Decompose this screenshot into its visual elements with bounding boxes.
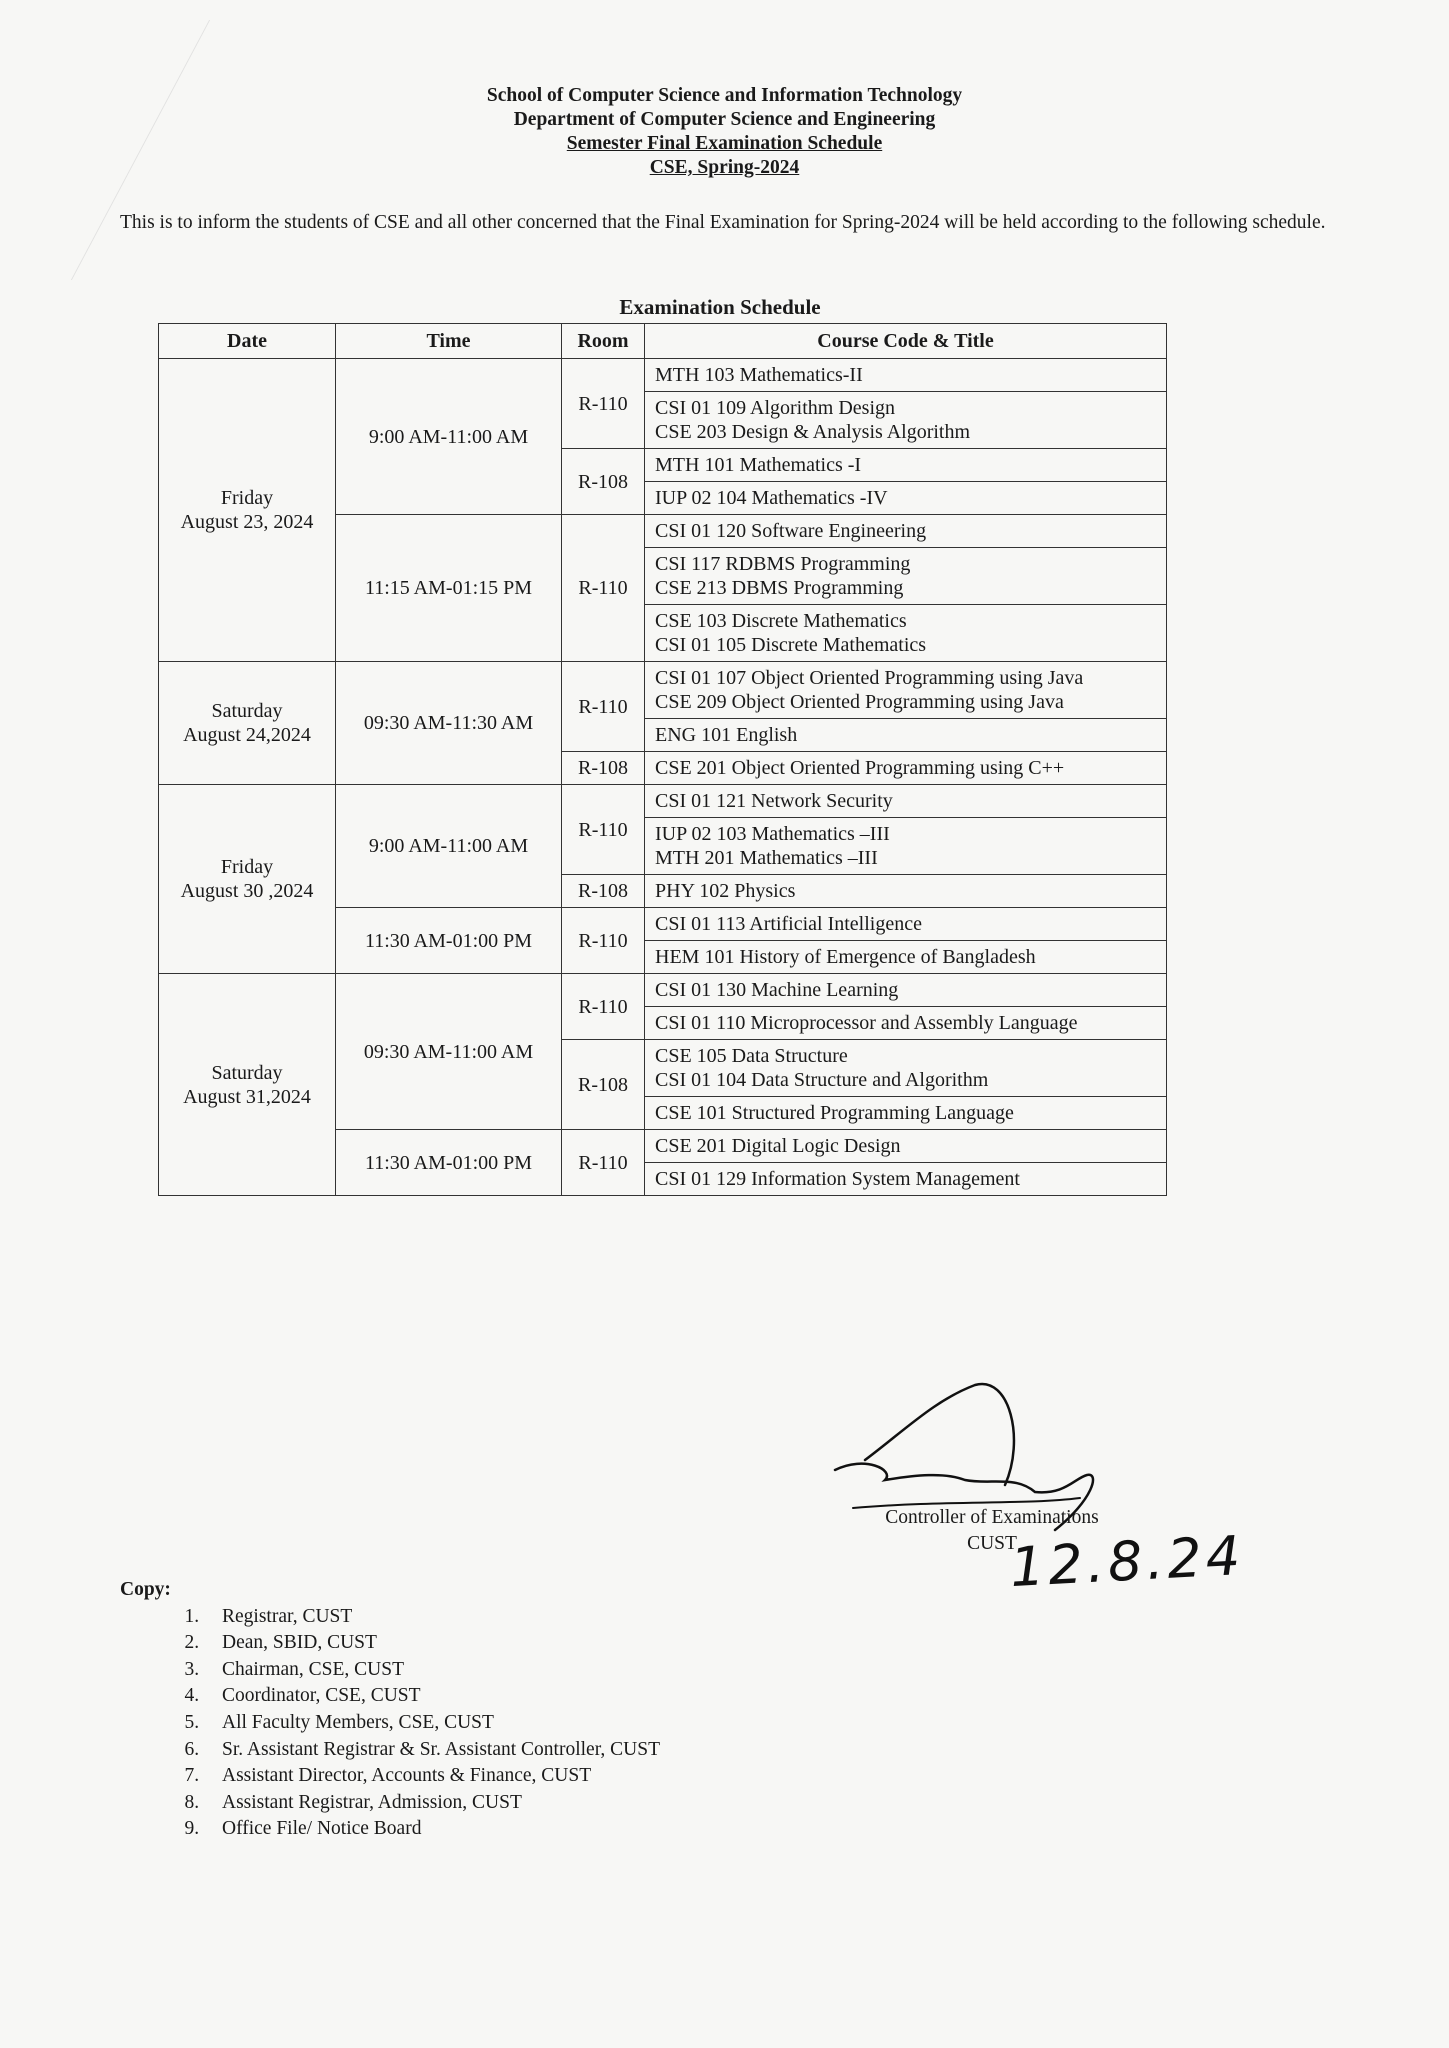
course-cell bbox=[645, 449, 1167, 482]
copy-recipient: 7. Assistant Director, Accounts & Finance, CUST bbox=[204, 1763, 660, 1790]
course-code-title: CSE 105 Data Structure bbox=[655, 1045, 848, 1067]
copy-recipients bbox=[120, 1604, 660, 1843]
exam-room-cell: R-110 bbox=[562, 515, 645, 662]
handwritten-date: 12.8.24 bbox=[1008, 1523, 1246, 1600]
exam-date-cell bbox=[159, 785, 336, 974]
intro-paragraph: This is to inform the students of CSE and all other concerned that the Final Examination for Spring-2024 will be held according to the following schedule. bbox=[120, 212, 1326, 233]
exam-weekday: Friday bbox=[220, 856, 274, 878]
course-cell bbox=[645, 1163, 1167, 1196]
exam-room-cell: R-108 bbox=[562, 875, 645, 908]
copy-label: Copy: bbox=[120, 1579, 171, 1600]
exam-date-cell bbox=[159, 662, 336, 785]
course-code-title: HEM 101 History of Emergence of Bangladesh bbox=[655, 946, 1036, 968]
copy-recipient: 9. Office File/ Notice Board bbox=[204, 1816, 660, 1843]
exam-room-cell: R-110 bbox=[562, 662, 645, 752]
table-header-row bbox=[159, 324, 1167, 359]
schedule-body bbox=[159, 359, 1167, 1196]
department-name: Department of Computer Science and Engineering bbox=[513, 109, 936, 130]
exam-time-cell: 9:00 AM-11:00 AM bbox=[336, 785, 562, 908]
copy-recipient: 3. Chairman, CSE, CUST bbox=[204, 1657, 660, 1684]
copy-recipient: 6. Sr. Assistant Registrar & Sr. Assistant Controller, CUST bbox=[204, 1737, 660, 1764]
course-cell bbox=[645, 392, 1167, 449]
course-code-title: CSE 201 Object Oriented Programming using C++ bbox=[655, 757, 1065, 779]
signatory-org: CUST bbox=[967, 1533, 1017, 1554]
exam-date: August 24,2024 bbox=[183, 724, 311, 746]
table-row bbox=[159, 359, 1167, 392]
course-cell bbox=[645, 785, 1167, 818]
exam-time-cell: 11:30 AM-01:00 PM bbox=[336, 1130, 562, 1196]
exam-time-cell: 09:30 AM-11:30 AM bbox=[336, 662, 562, 785]
exam-room-cell: R-108 bbox=[562, 752, 645, 785]
course-cell bbox=[645, 908, 1167, 941]
copy-recipient: 4. Coordinator, CSE, CUST bbox=[204, 1683, 660, 1710]
copy-list bbox=[120, 1577, 660, 1843]
course-cell bbox=[645, 1007, 1167, 1040]
course-cell bbox=[645, 818, 1167, 875]
course-cell bbox=[645, 548, 1167, 605]
exam-date-cell bbox=[159, 974, 336, 1196]
course-cell bbox=[645, 1040, 1167, 1097]
exam-time-cell: 11:15 AM-01:15 PM bbox=[336, 515, 562, 662]
header-course: Course Code & Title bbox=[645, 324, 1167, 359]
course-code-title: CSE 201 Digital Logic Design bbox=[655, 1135, 901, 1157]
course-code-title: CSI 01 130 Machine Learning bbox=[655, 979, 899, 1001]
course-cell bbox=[645, 482, 1167, 515]
course-code-title: CSE 209 Object Oriented Programming using Java bbox=[655, 691, 1064, 713]
course-cell bbox=[645, 974, 1167, 1007]
course-code-title: CSE 103 Discrete Mathematics bbox=[655, 610, 907, 632]
course-code-title: CSE 213 DBMS Programming bbox=[655, 577, 904, 599]
exam-room-cell: R-108 bbox=[562, 449, 645, 515]
signatory-role: Controller of Examinations bbox=[885, 1507, 1099, 1528]
course-code-title: CSI 01 104 Data Structure and Algorithm bbox=[655, 1069, 989, 1091]
exam-room-cell: R-110 bbox=[562, 1130, 645, 1196]
exam-date: August 31,2024 bbox=[183, 1085, 311, 1108]
course-code-title: ENG 101 English bbox=[655, 724, 798, 746]
course-cell bbox=[645, 941, 1167, 974]
school-name: School of Computer Science and Information Technology bbox=[486, 85, 963, 106]
course-code-title: CSI 01 105 Discrete Mathematics bbox=[655, 634, 927, 656]
course-cell bbox=[645, 359, 1167, 392]
course-code-title: CSI 01 129 Information System Management bbox=[655, 1168, 1020, 1190]
course-cell bbox=[645, 719, 1167, 752]
header-room: Room bbox=[562, 324, 645, 359]
signature-block bbox=[825, 1380, 1295, 1620]
course-code-title: CSI 117 RDBMS Programming bbox=[655, 553, 911, 575]
exam-room-cell: R-108 bbox=[562, 1040, 645, 1130]
course-code-title: CSI 01 113 Artificial Intelligence bbox=[655, 913, 922, 935]
course-code-title: MTH 201 Mathematics –III bbox=[655, 847, 878, 869]
notice-title: Semester Final Examination Schedule bbox=[566, 133, 883, 154]
exam-date: August 23, 2024 bbox=[180, 511, 314, 533]
course-code-title: MTH 103 Mathematics-II bbox=[655, 364, 863, 386]
course-cell bbox=[645, 515, 1167, 548]
course-code-title: CSE 203 Design & Analysis Algorithm bbox=[655, 421, 971, 443]
exam-time-cell: 11:30 AM-01:00 PM bbox=[336, 908, 562, 974]
course-code-title: IUP 02 104 Mathematics -IV bbox=[655, 487, 888, 509]
course-cell bbox=[645, 605, 1167, 662]
exam-room-cell: R-110 bbox=[562, 785, 645, 875]
course-cell bbox=[645, 1130, 1167, 1163]
course-code-title: CSI 01 107 Object Oriented Programming using Java bbox=[655, 667, 1084, 689]
course-code-title: CSE 101 Structured Programming Language bbox=[655, 1102, 1014, 1124]
exam-time-cell: 09:30 AM-11:00 AM bbox=[336, 974, 562, 1130]
exam-time-cell: 9:00 AM-11:00 AM bbox=[336, 359, 562, 515]
course-code-title: CSI 01 120 Software Engineering bbox=[655, 520, 927, 542]
course-code-title: PHY 102 Physics bbox=[655, 880, 796, 902]
document-header bbox=[0, 84, 1449, 180]
program-semester: CSE, Spring-2024 bbox=[649, 157, 800, 178]
exam-room-cell: R-110 bbox=[562, 359, 645, 449]
header-date: Date bbox=[159, 324, 336, 359]
copy-recipient: 2. Dean, SBID, CUST bbox=[204, 1630, 660, 1657]
course-cell bbox=[645, 875, 1167, 908]
exam-date-cell bbox=[159, 359, 336, 662]
exam-weekday: Saturday bbox=[211, 700, 283, 722]
course-cell bbox=[645, 1097, 1167, 1130]
table-row bbox=[159, 974, 1167, 1007]
copy-recipient: 8. Assistant Registrar, Admission, CUST bbox=[204, 1790, 660, 1817]
exam-schedule-table bbox=[158, 323, 1167, 1196]
header-time: Time bbox=[336, 324, 562, 359]
exam-room-cell: R-110 bbox=[562, 908, 645, 974]
table-row bbox=[159, 785, 1167, 818]
table-row bbox=[159, 662, 1167, 719]
exam-date: August 30 ,2024 bbox=[180, 880, 314, 902]
course-cell bbox=[645, 752, 1167, 785]
exam-weekday: Saturday bbox=[211, 1061, 283, 1084]
course-code-title: IUP 02 103 Mathematics –III bbox=[655, 823, 890, 845]
exam-weekday: Friday bbox=[220, 487, 274, 509]
course-code-title: CSI 01 110 Microprocessor and Assembly Language bbox=[655, 1012, 1078, 1034]
copy-recipient: 1. Registrar, CUST bbox=[204, 1604, 660, 1631]
course-code-title: CSI 01 109 Algorithm Design bbox=[655, 397, 896, 419]
exam-room-cell: R-110 bbox=[562, 974, 645, 1040]
course-cell bbox=[645, 662, 1167, 719]
copy-recipient: 5. All Faculty Members, CSE, CUST bbox=[204, 1710, 660, 1737]
schedule-title: Examination Schedule bbox=[619, 295, 821, 319]
course-code-title: MTH 101 Mathematics -I bbox=[655, 454, 862, 476]
course-code-title: CSI 01 121 Network Security bbox=[655, 790, 893, 812]
